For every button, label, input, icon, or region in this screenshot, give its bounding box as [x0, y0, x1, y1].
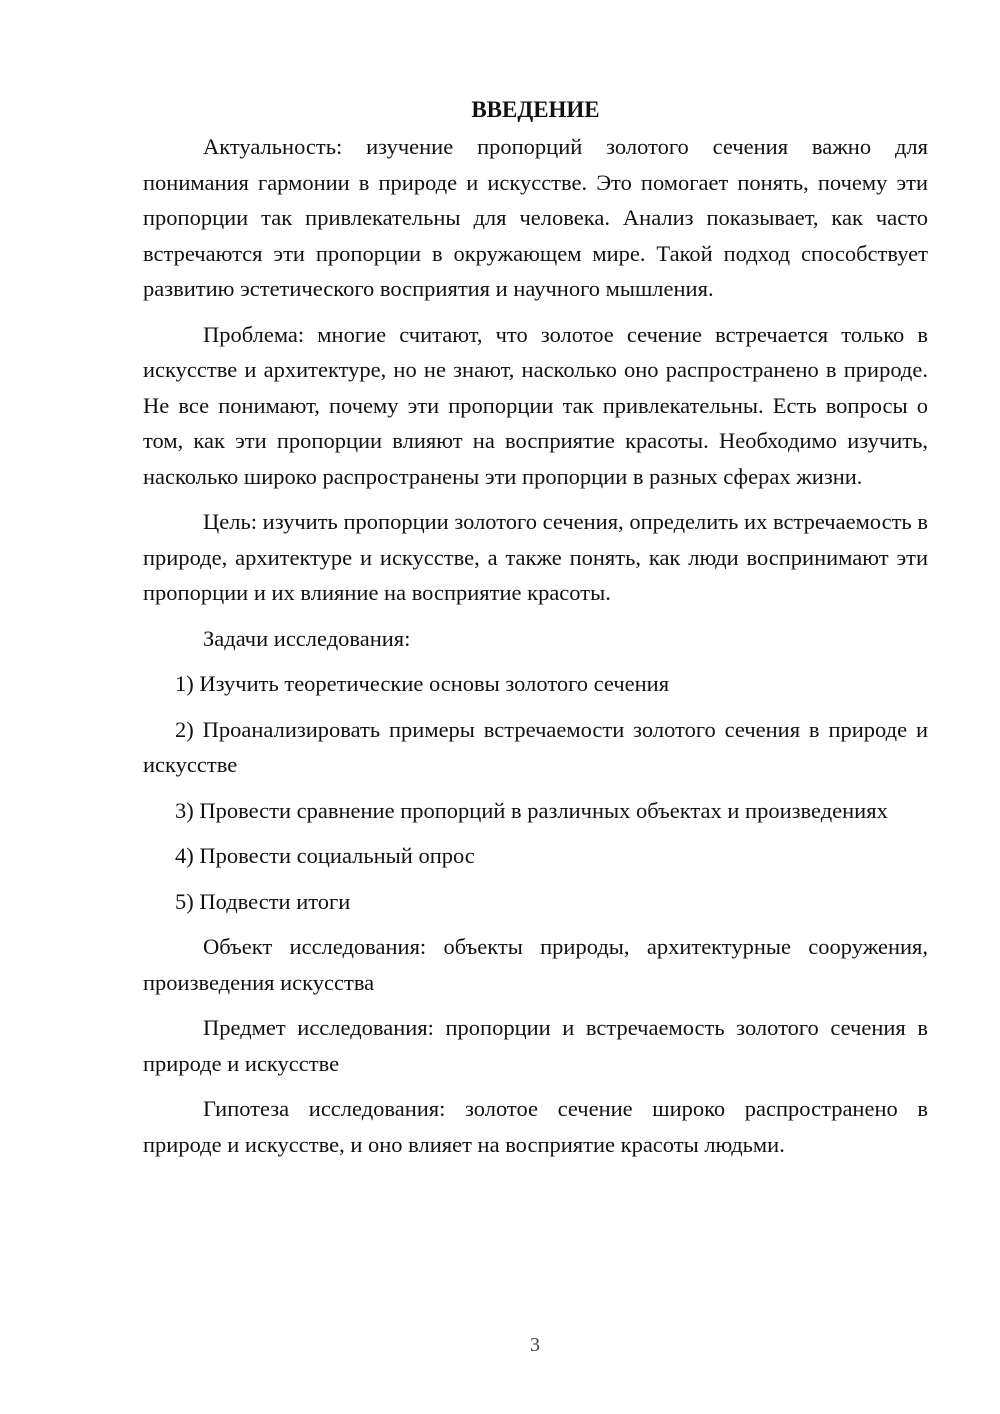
task-item-5: 5) Подвести итоги: [175, 888, 351, 914]
task-item-1: 1) Изучить теоретические основы золотого сечения: [175, 671, 670, 696]
task-item-2: 2) Проанализировать примеры встречаемости золотого сечения в природе и искусстве: [143, 716, 928, 777]
paragraph-object: Объект исследования: объекты природы, архитектурные сооружения, произведения искусства: [143, 934, 928, 995]
page-number: 3: [530, 1334, 540, 1356]
tasks-heading: Задачи исследования:: [203, 625, 411, 651]
paragraph-problem: Проблема: многие считают, что золотое сечение встречается только в искусстве и архитектуре, но не знают, насколько оно распространено в природе. Не все понимают, почему эти пропорции так привлекательны. Есть вопросы о том, как эти пропорции влияют на восприятие красоты. Необходимо изучить, насколько широко распространены эти пропорции в разных сферах жизни.: [143, 321, 928, 489]
page-title: ВВЕДЕНИЕ: [471, 97, 600, 122]
paragraph-subject: Предмет исследования: пропорции и встречаемость золотого сечения в природе и искусстве: [143, 1015, 928, 1076]
paragraph-relevance: Актуальность: изучение пропорций золотого сечения важно для понимания гармонии в природе и искусстве. Это помогает понять, почему эти пропорции так привлекательны для человека. Анализ показывает, как часто встречаются эти пропорции в окружающем мире. Такой подход способствует развитию эстетического восприятия и научного мышления.: [143, 134, 928, 301]
document-page: [143, 95, 928, 1172]
task-item-4: 4) Провести социальный опрос: [175, 843, 475, 868]
paragraph-goal: Цель: изучить пропорции золотого сечения, определить их встречаемость в природе, архитектуре и искусстве, а также понять, как люди воспринимают эти пропорции и их влияние на восприятие красоты.: [143, 509, 928, 605]
paragraph-hypothesis: Гипотеза исследования: золотое сечение широко распространено в природе и искусстве, и оно влияет на восприятие красоты людьми.: [143, 1096, 928, 1157]
task-item-3: 3) Провести сравнение пропорций в различных объектах и произведениях: [175, 797, 888, 823]
